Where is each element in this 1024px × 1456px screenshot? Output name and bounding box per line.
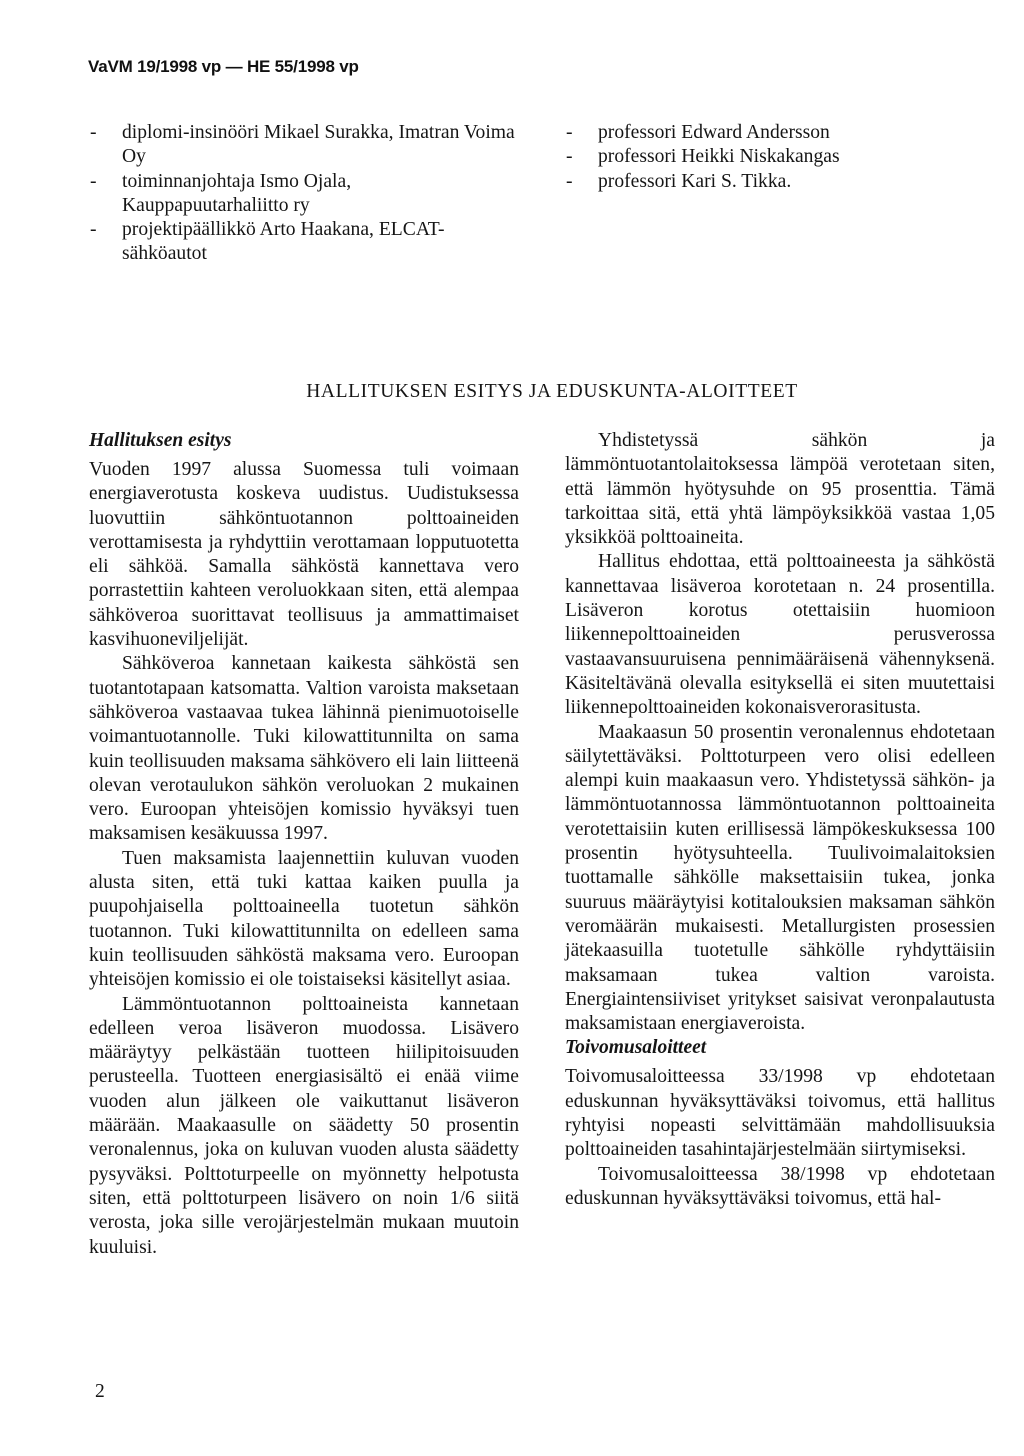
expert-item: - toiminnanjohtaja Ismo Ojala, Kauppapuutarhaliitto ry [89, 170, 519, 219]
paragraph: Toivomusaloitteessa 38/1998 vp ehdotetaan eduskunnan hyväksyttäväksi toivomus, että hal- [565, 1163, 995, 1209]
page-number: 2 [95, 1381, 105, 1402]
expert-list-left [89, 121, 519, 267]
paragraph: Toivomusaloitteessa 33/1998 vp ehdotetaan eduskunnan hyväksyttäväksi toivomus, että hallitus ryhtyisi nopeasti selvittämään mahdollisuuksia polttoaineiden tasahintajärjestelmään siirtymiseksi. [565, 1066, 995, 1161]
paragraph: Yhdistetyssä sähkön ja lämmöntuotantolaitoksessa lämpöä verotetaan siten, että lämmön hyötysuhde on 95 prosenttia. Tämä tarkoittaa sitä, että yhtä lämpöyksikköä vastaa 1,05 yksikköä polttoaineita. [565, 430, 995, 549]
paragraph: Vuoden 1997 alussa Suomessa tuli voimaan energiaverotusta koskeva uudistus. Uudistuksessa luovuttiin sähköntuotannon polttoaineiden verottamisesta ja ryhdyttiin verottamaan lopputuotetta eli sähköä. Samalla sähköstä kannettava vero porrastettiin kahteen veroluokkaan siten, että alempaa sähköveroa suorittavat teollisuus ja ammattimaiset kasvihuoneviljelijät. [89, 459, 519, 651]
expert-item: - professori Edward Andersson [565, 121, 995, 145]
paragraph: Lämmöntuotannon polttoaineista kannetaan edelleen veroa lisäveron muodossa. Lisävero määräytyy pelkästään tuotteen hiilipitoisuuden perusteella. Tuotteen energiasisältö ei enää viime vuoden alun jälkeen ole vaikuttanut lisäveron määrään. Maakaasulle on säädetty 50 prosentin veronalennus, joka on kuluvan vuoden alusta säädetty pysyväksi. Polttoturpeelle on myönnetty helpotusta siten, että polttoturpeen lisävero on noin 1/6 siitä verosta, joka sille verojärjestelmän mukaan muutoin kuuluisi. [89, 993, 519, 1258]
left-column [89, 429, 519, 1260]
subheading-motions: Toivomusaloitteet [565, 1037, 707, 1059]
expert-item: - projektipäällikkö Arto Haakana, ELCAT-sähköautot [89, 218, 519, 267]
section-heading: HALLITUKSEN ESITYS JA EDUSKUNTA-ALOITTEET [306, 381, 798, 402]
paragraph: Sähköveroa kannetaan kaikesta sähköstä sen tuotantotapaan katsomatta. Valtion varoista maksetaan sähköveroa vastaavaa tukea lähinnä pienimuotoiselle voimantuotannolle. Tuki kilowattitunnilta on sama kuin teollisuuden maksama sähkövero eli lain liitteenä olevan verotaulukon sähkön veroluokan 2 mukainen vero. Euroopan yhteisöjen komissio hyväksyi tuen maksamisen kesäkuussa 1997. [89, 653, 519, 845]
paragraph: Hallitus ehdottaa, että polttoaineesta ja sähköstä kannettavaa lisäveroa korotetaan n. 24 prosentilla. Lisäveron korotus otettaisiin huomioon liikennepolttoaineiden perusverossa vastaavansuuruisena pennimääräisenä vähennyksenä. Käsiteltävänä olevalla esityksellä ei siten muutettaisi liikennepolttoaineiden kokonaisverorasitusta. [565, 551, 995, 719]
expert-item: - professori Kari S. Tikka. [565, 170, 995, 194]
expert-item: - diplomi-insinööri Mikael Surakka, Imatran Voima Oy [89, 121, 519, 170]
paragraph: Maakaasun 50 prosentin veronalennus ehdotetaan säilytettäväksi. Polttoturpeen vero olisi edelleen alempi kuin maakaasun vero. Yhdistetyssä sähkön- ja lämmöntuotannossa lämmöntuotannon polttoaineita verotettaisiin kuten erillisessä lämpökeskuksessa 100 prosentin hyötysuhteella. Tuulivoimalaitoksien tuottamalle sähkölle maksettaisiin tukea, jonka suuruus määräytyisi kotitalouksien maksaman sähkön veromäärän mukaisesti. Metallurgisten prosessien jätekaasuilla tuotetulle sähkölle ryhdyttäisiin maksamaan tukea valtion varoista. Energiaintensiiviset yritykset saisivat veronpalautusta maksamistaan energiaveroista. [565, 721, 995, 1035]
expert-list-right [565, 121, 995, 194]
running-head: VaVM 19/1998 vp — HE 55/1998 vp [88, 57, 359, 76]
subheading-government-proposal: Hallituksen esitys [89, 430, 232, 451]
expert-item: - professori Heikki Niskakangas [565, 145, 995, 169]
right-column [565, 429, 995, 1211]
paragraph: Tuen maksamista laajennettiin kuluvan vuoden alusta siten, että tuki kattaa kaiken puulla ja puupohjaisella polttoaineella tuotetun sähkön tuotannon. Tuki kilowattitunnilta on edelleen sama kuin teollisuuden sähköstä maksama vero. Euroopan yhteisöjen komissio ei ole toistaiseksi käsitellyt asiaa. [89, 847, 519, 991]
